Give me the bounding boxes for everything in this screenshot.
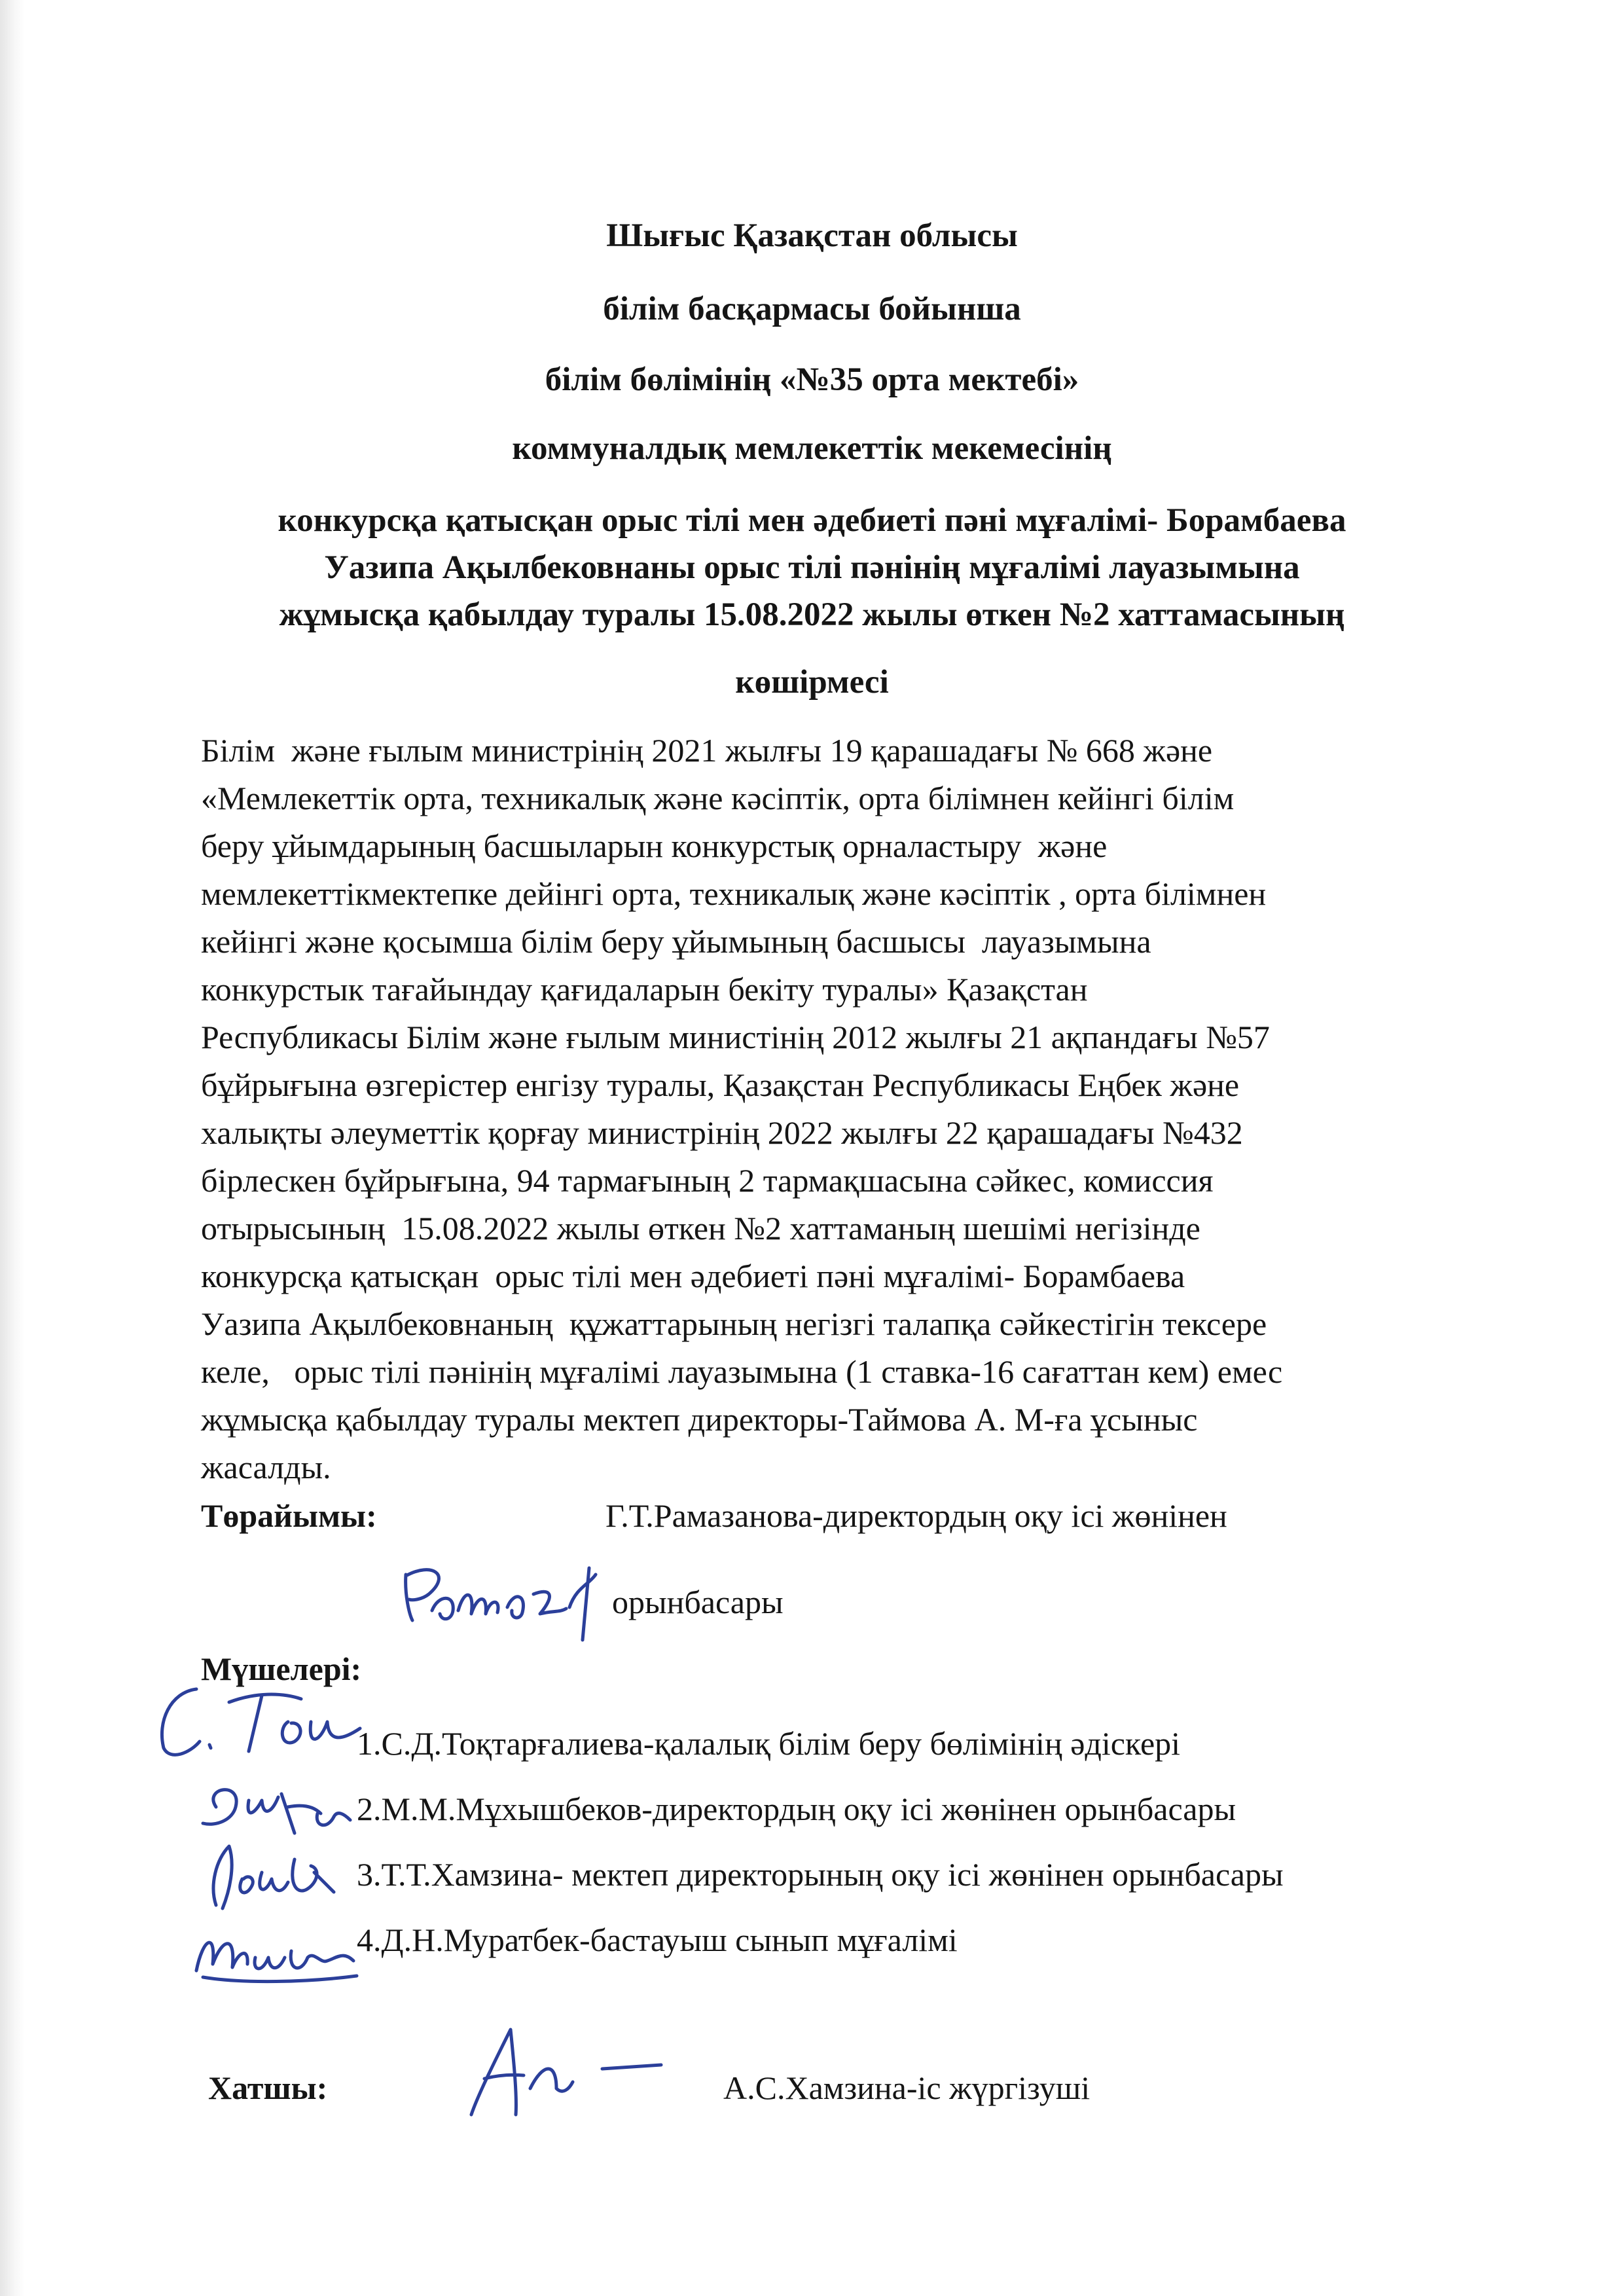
member-item: 3.Т.Т.Хамзина- мектеп директорының оқу ісі жөнінен орынбасары bbox=[357, 1856, 1284, 1893]
chair-label: Төрайымы: bbox=[201, 1497, 377, 1534]
header-line-subject-3: жұмысқа қабылдау туралы 15.08.2022 жылы өткен №2 хаттамасының bbox=[279, 596, 1345, 633]
body-line: халықты әлеуметтік қорғау министрінің 2022 жылғы 22 қарашадағы №432 bbox=[201, 1114, 1243, 1151]
document-type-title: көшірмесі bbox=[735, 664, 889, 701]
body-line: мемлекеттікмектепке дейінгі орта, техникалық және кәсіптік , орта білімнен bbox=[201, 875, 1267, 912]
secretary-signature bbox=[458, 2016, 681, 2128]
header-line-department: білім басқармасы бойынша bbox=[603, 291, 1021, 327]
body-line: беру ұйымдарының басшыларын конкурстық орналастыру және bbox=[201, 828, 1108, 864]
member-signature-4 bbox=[177, 1912, 367, 1990]
member-item: 2.М.М.Мұхышбеков-директордың оқу ісі жөнінен орынбасары bbox=[357, 1791, 1236, 1827]
body-line: кейінгі және қосымша білім беру ұйымының басшысы лауазымына bbox=[201, 923, 1151, 960]
member-item: 1.С.Д.Тоқтарғалиева-қалалық білім беру бөлімінің әдіскері bbox=[357, 1725, 1181, 1762]
chair-signature bbox=[393, 1548, 628, 1647]
header-line-school: білім бөлімінің «№35 орта мектебі» bbox=[545, 361, 1079, 398]
secretary-label: Хатшы: bbox=[208, 2069, 328, 2106]
body-line: жасалды. bbox=[201, 1449, 331, 1485]
body-paragraph bbox=[201, 727, 1484, 1491]
header-line-subject-1: конкурсқа қатысқан орыс тілі мен әдебиеті пәні мұғалімі- Борамбаева bbox=[278, 502, 1346, 539]
body-line: Уазипа Ақылбековнаның құжаттарының негізгі талапқа сәйкестігін тексере bbox=[201, 1305, 1267, 1342]
chair-name-line-2: орынбасары bbox=[612, 1584, 784, 1620]
member-item: 4.Д.Н.Муратбек-бастауыш сынып мұғалімі bbox=[357, 1922, 958, 1958]
members-label: Мүшелері: bbox=[201, 1650, 362, 1687]
body-line: конкурсқа қатысқан орыс тілі мен әдебиеті пәні мұғалімі- Борамбаева bbox=[201, 1258, 1185, 1294]
secretary-name: А.С.Хамзина-іс жүргізуші bbox=[723, 2069, 1091, 2106]
scan-shadow-edge bbox=[0, 0, 25, 2296]
header-line-subject-2: Уазипа Ақылбековнаны орыс тілі пәнінің мұғалімі лауазымына bbox=[324, 549, 1300, 586]
body-line: жұмысқа қабылдау туралы мектеп директоры-Таймова А. М-ға ұсыныс bbox=[201, 1401, 1198, 1438]
member-signature-1 bbox=[151, 1676, 380, 1768]
body-line: Білім және ғылым министрінің 2021 жылғы 19 қарашадағы № 668 және bbox=[201, 732, 1213, 769]
body-line: келе, орыс тілі пәнінің мұғалімі лауазымына (1 ставка-16 сағаттан кем) емес bbox=[201, 1353, 1283, 1390]
body-line: Республикасы Білім және ғылым министінің 2012 жылғы 21 ақпандағы №57 bbox=[201, 1019, 1270, 1055]
body-line: отырысының 15.08.2022 жылы өткен №2 хаттаманың шешімі негізінде bbox=[201, 1210, 1200, 1247]
header-line-region: Шығыс Қазақстан облысы bbox=[606, 217, 1018, 254]
member-signature-3 bbox=[190, 1833, 347, 1918]
body-line: «Мемлекеттік орта, техникалық және кәсіптік, орта білімнен кейінгі білім bbox=[201, 780, 1235, 816]
chair-name-line-1: Г.Т.Рамазанова-директордың оқу ісі жөнінен bbox=[605, 1497, 1227, 1534]
body-line: бұйрығына өзгерістер енгізу туралы, Қазақстан Республикасы Еңбек және bbox=[201, 1066, 1240, 1103]
member-signature-2 bbox=[190, 1768, 360, 1840]
body-line: бірлескен бұйрығына, 94 тармағының 2 тармақшасына сәйкес, комиссия bbox=[201, 1162, 1214, 1199]
body-line: конкурстык тағайындау қағидаларын бекіту туралы» Қазақстан bbox=[201, 971, 1088, 1008]
header-line-institution: коммуналдық мемлекеттік мекемесінің bbox=[512, 430, 1112, 467]
